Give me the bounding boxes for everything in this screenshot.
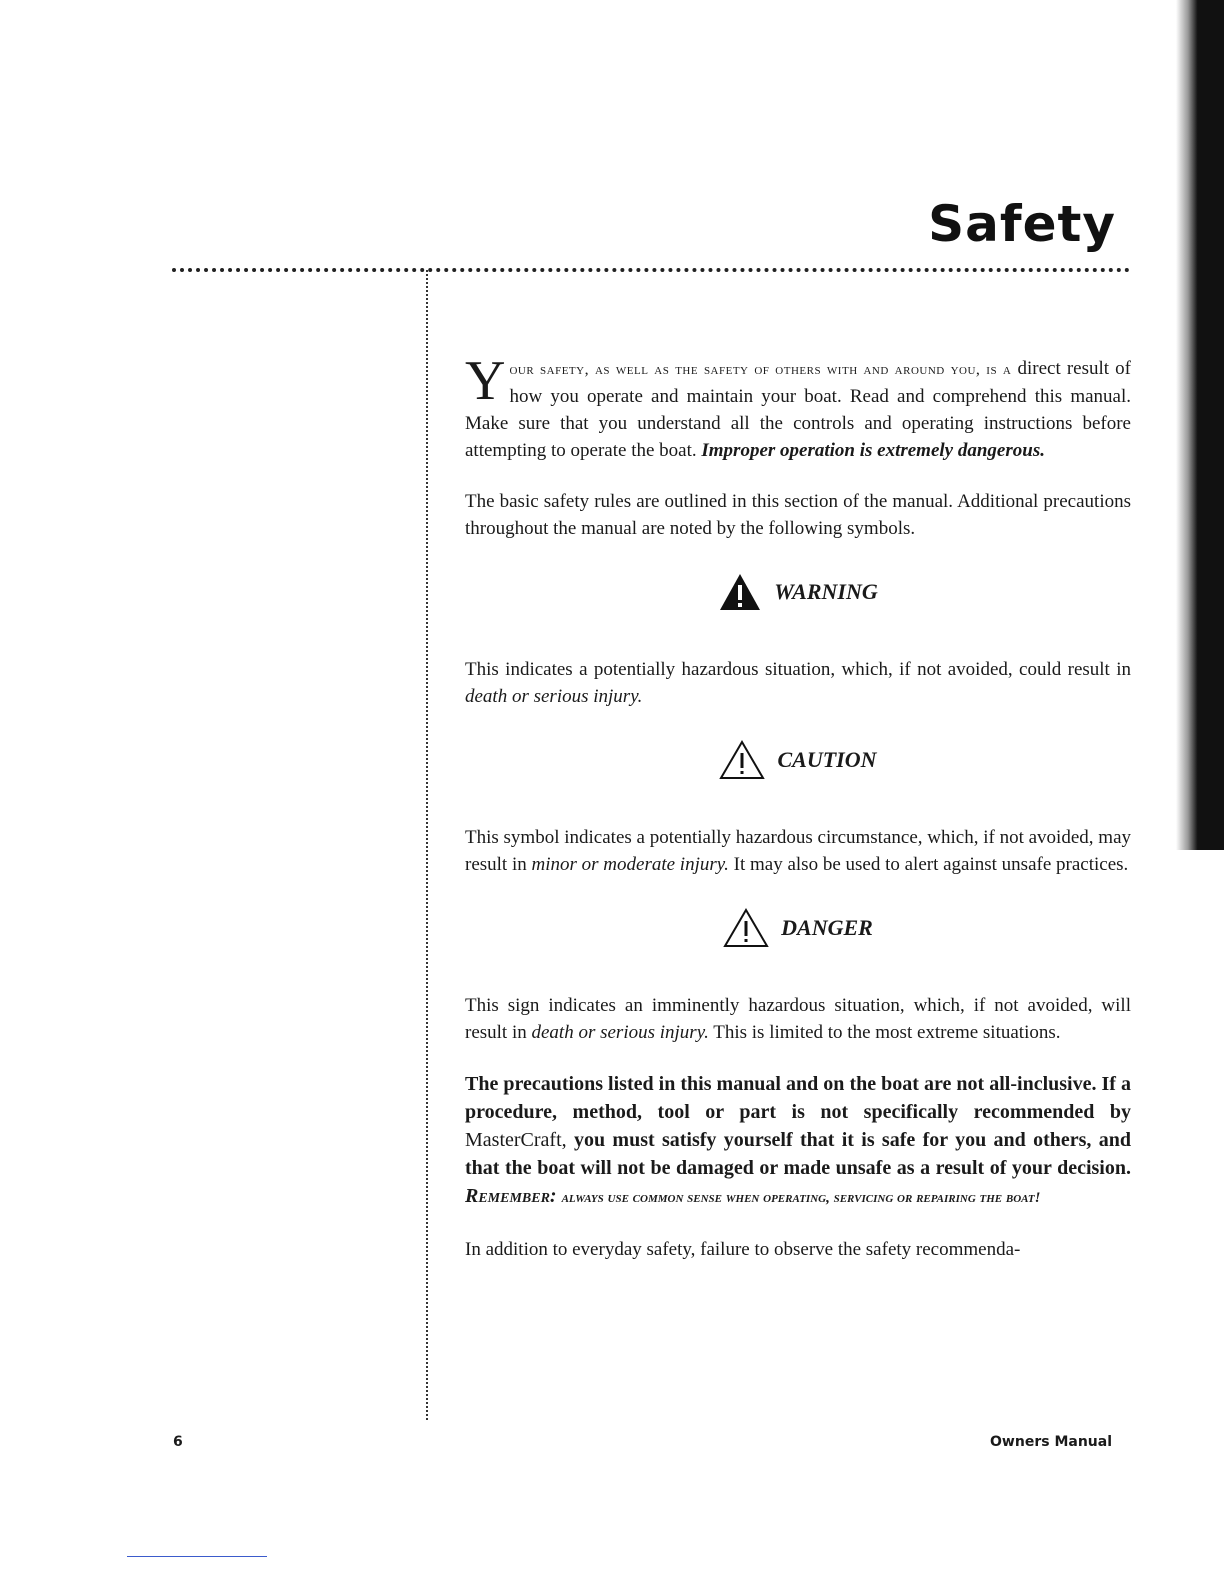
remember-text: always use common sense when operating, servicing or repairing the boat! [561,1190,1041,1206]
caution-text-after: It may also be used to alert against unsafe practices. [728,854,1129,875]
footer-manual-name: Owners Manual [990,1434,1112,1450]
danger-description [465,992,1131,1046]
caution-text-italic: minor or moderate injury. [531,854,729,875]
warning-filled-triangle-icon [718,572,762,612]
warning-text-italic: death or serious injury. [465,686,643,707]
closing-paragraph: In addition to everyday safety, failure to observe the safety recommenda- [465,1239,1021,1260]
caution-text: This symbol indicates a potentially hazardous circumstance, which, if not avoided, may result in [465,827,1131,875]
column-dotted-rule [426,270,428,1420]
intro-paragraph [465,350,1131,464]
precautions-paragraph [465,1070,1131,1212]
warning-text: This indicates a potentially hazardous situation, which, if not avoided, could result in [465,659,1131,680]
drop-cap: Y [465,350,506,412]
warning-label: WARNING [774,579,878,604]
scan-edge-shadow [1176,0,1224,850]
danger-text-after: This is limited to the most extreme situations. [708,1022,1061,1043]
caution-label: CAUTION [777,747,877,772]
basic-rules-paragraph: The basic safety rules are outlined in this section of the manual. Additional precautions throughout the manual are noted by the following symbols. [465,491,1131,539]
caution-description [465,824,1131,878]
precautions-bold-1: The precautions listed in this manual and on the boat are not all-inclusive. If a procedure, method, tool or part is not specifically recommended by [465,1073,1131,1123]
caution-heading [465,736,1131,784]
danger-heading [465,904,1131,952]
danger-text: This sign indicates an imminently hazardous situation, which, if not avoided, will result in [465,995,1131,1043]
page-number: 6 [173,1434,183,1450]
remember-label: Remember: [465,1185,562,1207]
intro-emphasis: Improper operation is extremely dangerous. [701,440,1045,461]
warning-description [465,656,1131,710]
precautions-bold-2: you must satisfy yourself that it is safe for you and others, and that the boat will not be damaged or made unsafe as a result of your decision. [465,1129,1131,1179]
warning-heading [465,568,1131,616]
intro-lead: our safety, as well as the safety of others with and around you, is a [509,361,1012,378]
danger-outline-triangle-icon [723,908,769,948]
intro-body: direct result of how you operate and maintain your boat. Read and comprehend this manual. Make sure that you understand all the controls and operating instructions before attempting to operate the boat. [465,358,1131,461]
page-title: Safety [928,195,1116,253]
main-content [465,350,1131,1287]
blue-underline-mark [127,1556,267,1557]
brand-name: MasterCraft, [465,1129,574,1151]
danger-text-italic: death or serious injury. [531,1022,709,1043]
caution-outline-triangle-icon [719,740,765,780]
header-dotted-rule [172,268,1130,272]
danger-label: DANGER [781,915,873,940]
